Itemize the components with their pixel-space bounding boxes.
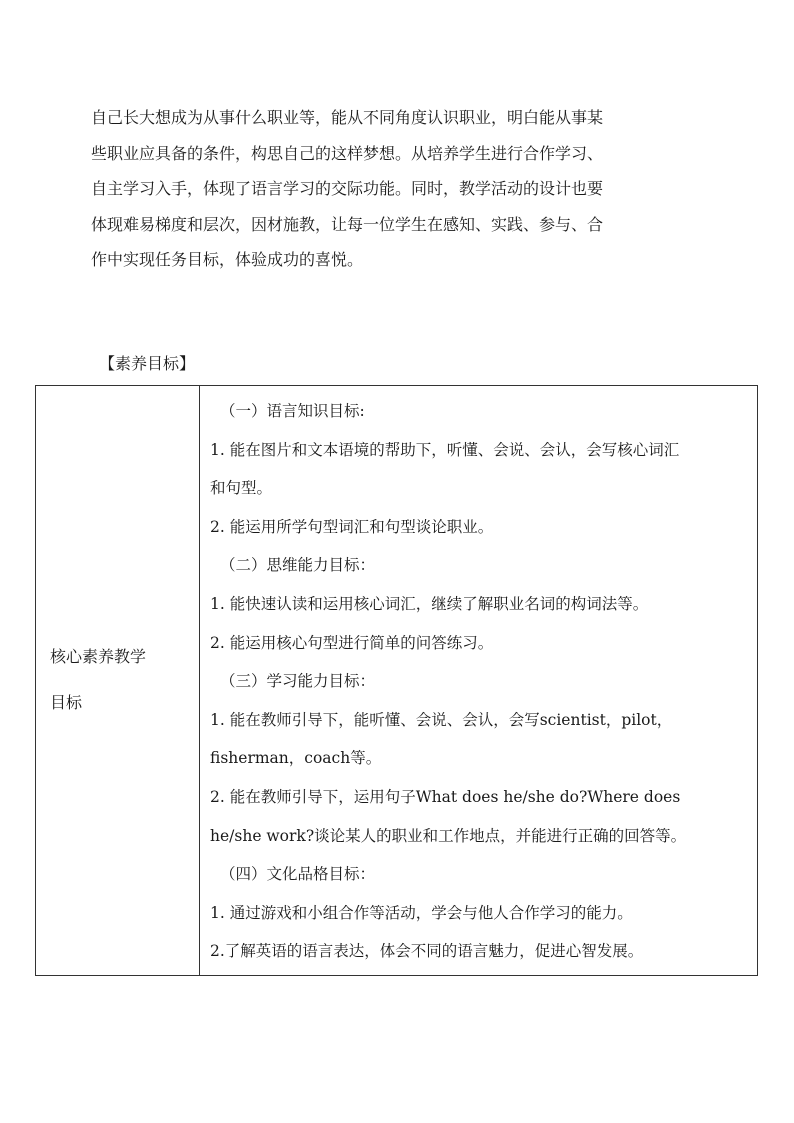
goal-heading-culture: （四）文化品格目标： [220, 865, 376, 884]
section-heading: 【素养目标】 [99, 354, 196, 373]
goals-label-cell [36, 386, 200, 976]
goals-label-line: 目标 [50, 693, 83, 713]
goal-item: 1. 能快速认读和运用核心词汇，继续了解职业名词的构词法等。 [210, 594, 649, 613]
goal-item: 1. 通过游戏和小组合作等活动，学会与他人合作学习的能力。 [210, 903, 633, 922]
goal-heading-thinking: （二）思维能力目标： [220, 556, 376, 575]
table-row [36, 386, 758, 976]
goal-item: 2. 能运用所学句型词汇和句型谈论职业。 [210, 517, 494, 536]
goal-heading-language: （一）语言知识目标: [220, 402, 365, 420]
goal-item: he/she work?谈论某人的职业和工作地点，并能进行正确的回答等。 [210, 826, 687, 845]
intro-line: 自己长大想成为从事什么职业等，能从不同角度认识职业，明白能从事某 [91, 108, 604, 127]
intro-line: 体现难易梯度和层次，因材施教，让每一位学生在感知、实践、参与、合 [91, 214, 604, 234]
goal-item: 2.了解英语的语言表达，体会不同的语言魅力，促进心智发展。 [210, 942, 644, 961]
goal-heading-learning: （三）学习能力目标： [220, 672, 376, 691]
goal-item: fisherman，coach等。 [210, 749, 382, 768]
goal-item: 1. 能在教师引导下，能听懂、会说、会认，会写scientist，pilot， [210, 710, 673, 729]
goals-content-cell [200, 386, 758, 976]
intro-paragraph [91, 100, 711, 278]
intro-line: 自主学习入手，体现了语言学习的交际功能。同时，教学活动的设计也要 [91, 179, 604, 198]
intro-line: 作中实现任务目标，体验成功的喜悦。 [91, 250, 364, 269]
goal-item: 2. 能运用核心句型进行简单的问答练习。 [210, 633, 494, 652]
goals-label-line: 核心素养教学 [50, 647, 147, 667]
goal-item: 和句型。 [210, 479, 273, 498]
goal-item: 1. 能在图片和文本语境的帮助下，听懂、会说、会认，会写核心词汇 [210, 440, 680, 459]
goals-table [35, 385, 758, 976]
intro-line: 些职业应具备的条件，构思自己的这样梦想。从培养学生进行合作学习、 [91, 143, 604, 163]
goal-item: 2. 能在教师引导下，运用句子What does he/she do?Where does [210, 787, 681, 806]
